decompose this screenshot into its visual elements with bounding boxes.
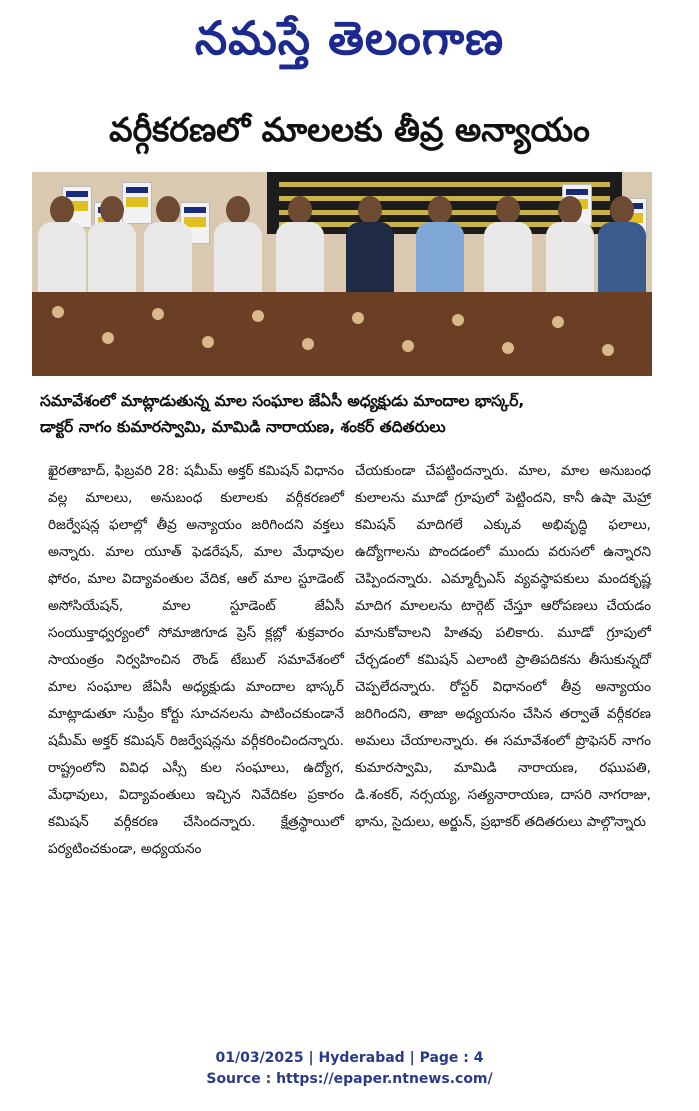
caption-line: డాక్టర్ నాగం కుమారస్వామి, మామిడి నారాయణ, శంకర్ తదితరులు xyxy=(40,418,446,436)
caption-line: సమావేశంలో మాట్లాడుతున్న మాల సంఘాల జేఏసీ అధ్యక్షుడు మాందాల భాస్కర్, xyxy=(40,392,525,410)
attendee xyxy=(272,196,328,292)
article-photo xyxy=(32,172,652,376)
attendee xyxy=(34,196,90,292)
attendee xyxy=(84,196,140,292)
article-body-right: చేయకుండా చేపట్టిందన్నారు. మాల, మాల అనుబంధ కులాలను మూడో గ్రూపులో పెట్టిందని, కానీ ఉషా మెహ్రా కమిషన్ మాదిగలే ఎక్కువ అభివృద్ధి ఫలాలు, ఉద్యోగాలను పొందడంలో ముందు వరుసలో ఉన్నారని చెప్పిందన్నారు. ఎమ్మార్పీఎస్ వ్యవస్థాపకులు మందకృష్ణ మాదిగ మాలలను టార్గెట్ చేస్తూ ఆరోపణలు చేయడం మానుకోవాలని హితవు పలికారు. మూడో గ్రూపులో చేర్చడంలో కమిషన్ ఎలాంటి ప్రాతిపదికను తీసుకున్నదో చెప్పలేదన్నారు. రోస్టర్ విధానంలో తీవ్ర అన్యాయం జరిగిందని, తాజా అధ్యయనం చేసిన తర్వాతే వర్గీకరణ అమలు చేయాలన్నారు. ఈ సమావేశంలో ప్రొఫెసర్ నాగం కుమారస్వామి, మామిడి నారాయణ, రఘుపతి, డి.శంకర్, నర్సయ్య, సత్యనారాయణ, దాసరి నాగరాజు, భాను, సైదులు, అర్జున్, ప్రభాకర్ తదితరులు పాల్గొన్నారు xyxy=(355,463,651,830)
attendee xyxy=(342,196,398,292)
attendee xyxy=(210,196,266,292)
attendee xyxy=(594,196,650,292)
attendee xyxy=(480,196,536,292)
article-body-left: ఖైరతాబాద్, ఫిబ్రవరి 28: షమీమ్ అక్తర్ కమిషన్ విధానం వల్ల మాలలు, అనుబంధ కులాలకు వర్గీకరణలో రిజర్వేషన్ల ఫలాల్లో తీవ్ర అన్యాయం జరిగిందని వక్తలు అన్నారు. మాల యూత్ ఫెడరేషన్, మాల మేధావుల ఫోరం, మాల విద్యావంతుల వేదిక, ఆల్ మాల స్టూడెంట్ అసోసియేషన్, మాల స్టూడెంట్ జేఏసీ సంయుక్తాధ్వర్యంలో సోమాజిగూడ ప్రెస్ క్లబ్లో శుక్రవారం సాయంత్రం నిర్వహించిన రౌండ్ టేబుల్ సమావేశంలో మాల సంఘాల జేఏసీ అధ్యక్షుడు మాందాల భాస్కర్ మాట్లాడుతూ సుప్రీం కోర్టు సూచనలను పాటించకుండానే షమీమ్ అక్తర్ కమిషన్ రిజర్వేషన్లను వర్గీకరించిందన్నారు. రాష్ట్రంలోని వివిధ ఎస్సీ కుల సంఘాలు, ఉద్యోగ, మేధావులు, విద్యావంతులు ఇచ్చిన నివేదికల ప్రకారం కమిషన్ వర్గీకరణ చేసిందన్నారు. క్షేత్రస్థాయిలో పర్యటించకుండా, అధ్యయనం xyxy=(48,463,344,857)
masthead-title: నమస్తే తెలంగాణ xyxy=(194,11,505,65)
page-footer xyxy=(0,1048,699,1090)
article-headline: వర్గీకరణలో మాలలకు తీవ్ర అన్యాయం xyxy=(109,110,590,149)
attendee xyxy=(140,196,196,292)
conference-table xyxy=(32,292,652,376)
photo-caption xyxy=(40,388,660,440)
attendee xyxy=(412,196,468,292)
footer-source: Source : https://epaper.ntnews.com/ xyxy=(206,1071,493,1087)
footer-edition-info: 01/03/2025 | Hyderabad | Page : 4 xyxy=(215,1050,484,1066)
newspaper-masthead xyxy=(0,0,699,78)
attendee xyxy=(542,196,598,292)
